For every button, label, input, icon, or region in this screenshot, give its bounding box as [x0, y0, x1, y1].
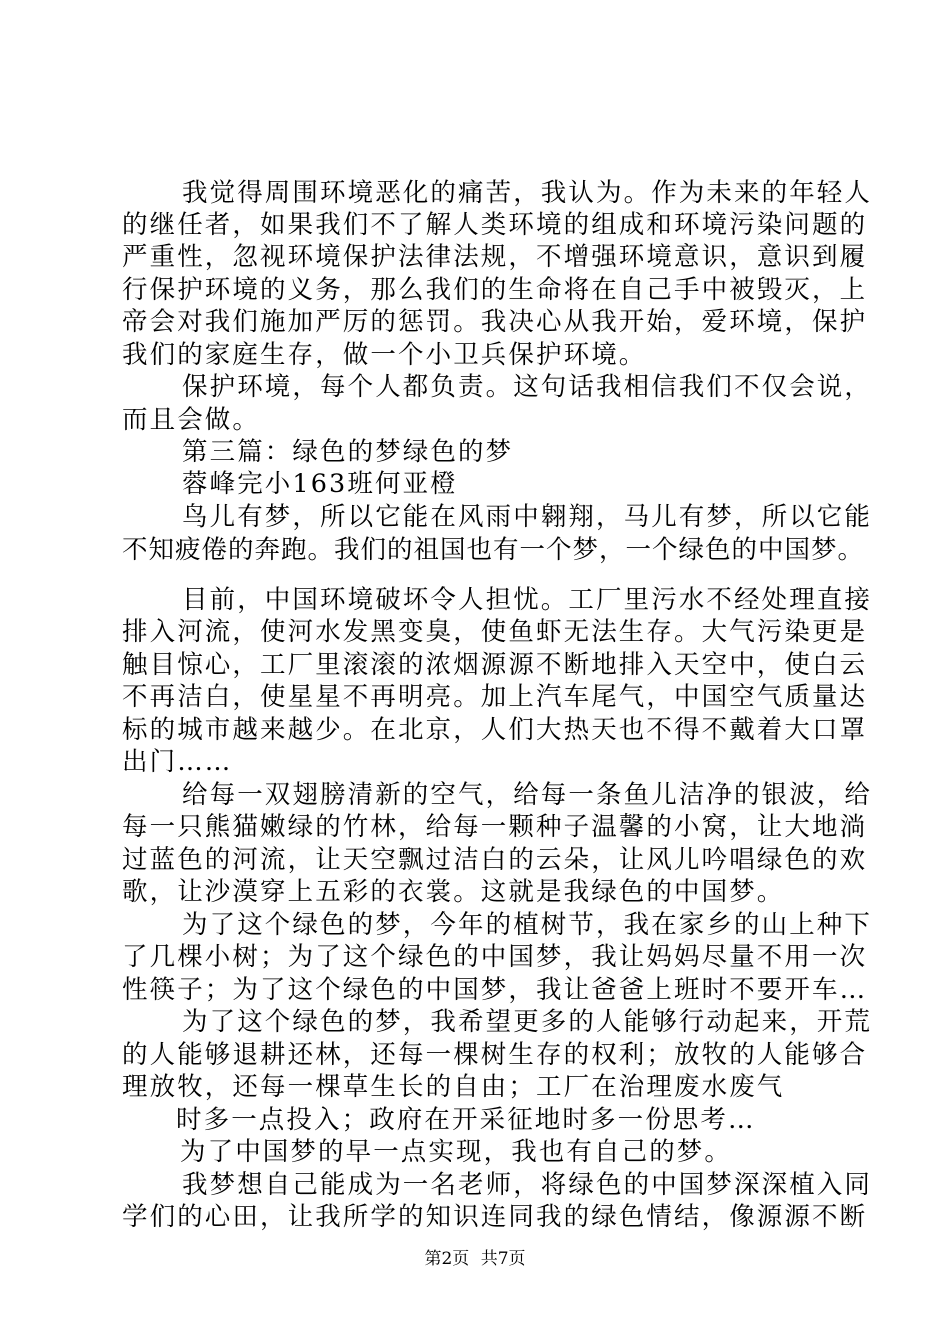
text-line: 不再洁白，使星星不再明亮。加上汽车尾气，中国空气质量达	[122, 682, 868, 712]
text-line: 了几棵小树；为了这个绿色的中国梦，我让妈妈尽量不用一次	[122, 942, 868, 972]
author-line: 蓉峰完小163班何亚橙	[182, 469, 458, 499]
text-line: 每一只熊猫嫩绿的竹林，给每一颗种子温馨的小窝，让大地淌	[122, 812, 868, 842]
text-line: 我梦想自己能成为一名老师，将绿色的中国梦深深植入同	[182, 1170, 873, 1200]
text-line: 给每一双翅膀清新的空气，给每一条鱼儿洁净的银波，给	[182, 780, 873, 810]
text-line: 帝会对我们施加严厉的惩罚。我决心从我开始，爱环境，保护	[122, 307, 868, 337]
text-line: 为了这个绿色的梦，我希望更多的人能够行动起来，开荒	[182, 1007, 873, 1037]
page-footer	[0, 1248, 950, 1270]
text-line: 排入河流，使河水发黑变臭，使鱼虾无法生存。大气污染更是	[122, 617, 868, 647]
text-line: 为了这个绿色的梦，今年的植树节，我在家乡的山上种下	[182, 910, 873, 940]
page-total: 共7页	[480, 1249, 526, 1269]
text-line: 性筷子；为了这个绿色的中国梦，我让爸爸上班时不要开车…	[122, 975, 868, 1005]
text-line: 我觉得周围环境恶化的痛苦，我认为。作为未来的年轻人	[182, 178, 873, 208]
text-line: 过蓝色的河流，让天空飘过洁白的云朵，让风儿吟唱绿色的欢	[122, 845, 868, 875]
text-line: 目前，中国环境破坏令人担忧。工厂里污水不经处理直接	[182, 585, 873, 615]
text-line: 不知疲倦的奔跑。我们的祖国也有一个梦，一个绿色的中国梦。	[122, 535, 865, 565]
text-line: 行保护环境的义务，那么我们的生命将在自己手中被毁灭，上	[122, 275, 868, 305]
text-line: 的继任者，如果我们不了解人类环境的组成和环境污染问题的	[122, 210, 868, 240]
text-line: 触目惊心，工厂里滚滚的浓烟源源不断地排入天空中，使白云	[122, 650, 868, 680]
text-line: 的人能够退耕还林，还每一棵树生存的权利；放牧的人能够合	[122, 1040, 868, 1070]
text-line: 鸟儿有梦，所以它能在风雨中翱翔，马儿有梦，所以它能	[182, 502, 873, 532]
text-line: 标的城市越来越少。在北京，人们大热天也不得不戴着大口罩	[122, 715, 868, 745]
text-line: 为了中国梦的早一点实现，我也有自己的梦。	[180, 1137, 733, 1167]
page-number: 第2页	[424, 1249, 470, 1269]
text-line: 而且会做。	[122, 405, 261, 435]
text-line: 出门……	[122, 747, 233, 777]
text-line: 我们的家庭生存，做一个小卫兵保护环境。	[122, 340, 647, 370]
text-line: 严重性，忽视环境保护法律法规，不增强环境意识，意识到履	[122, 242, 868, 272]
text-line: 学们的心田，让我所学的知识连同我的绿色情结，像源源不断	[122, 1202, 868, 1232]
text-line: 保护环境，每个人都负责。这句话我相信我们不仅会说，	[182, 372, 873, 402]
text-line: 歌，让沙漠穿上五彩的衣裳。这就是我绿色的中国梦。	[122, 877, 785, 907]
section-heading: 第三篇：绿色的梦绿色的梦	[182, 437, 514, 467]
text-line: 时多一点投入；政府在开采征地时多一份思考…	[176, 1105, 756, 1135]
text-line: 理放牧，还每一棵草生长的自由；工厂在治理废水废气	[122, 1072, 785, 1102]
